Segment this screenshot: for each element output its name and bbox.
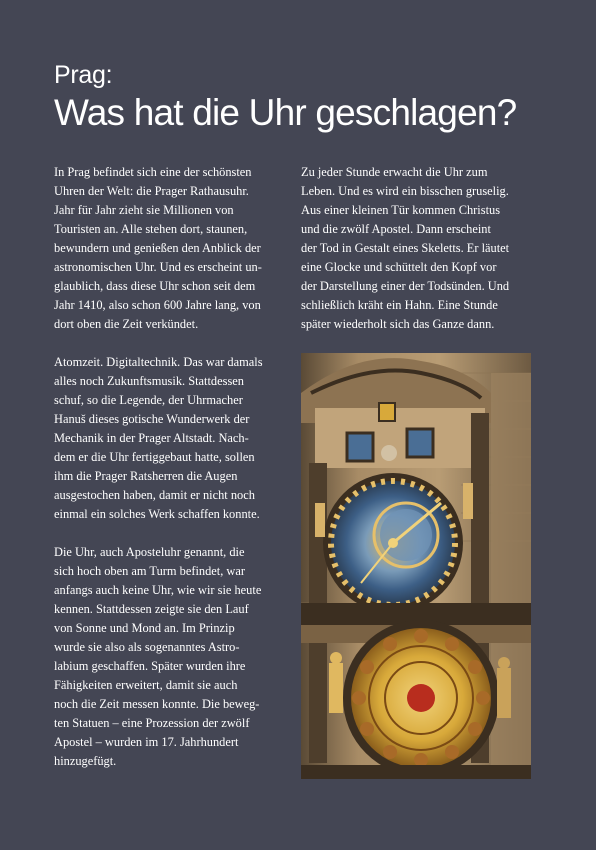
headline: Was hat die Uhr geschlagen? <box>54 92 517 133</box>
text-line: schließlich kräht ein Hahn. Eine Stunde <box>301 298 498 312</box>
right-column <box>301 163 533 353</box>
left-column <box>54 163 286 790</box>
text-line: Hanuš dieses gotische Wunderwerk der <box>54 412 250 426</box>
text-line: labium geschaffen. Später wurden ihre <box>54 659 246 673</box>
text-line: Uhren der Welt: die Prager Rathausuhr. <box>54 184 249 198</box>
paragraph-intro <box>54 163 286 334</box>
text-line: ausgestochen haben, damit er nicht noch <box>54 488 255 502</box>
text-line: sich hoch oben am Turm befindet, war <box>54 564 245 578</box>
text-line: der Tod in Gestalt eines Skeletts. Er läutet <box>301 241 510 255</box>
apostle-window-right <box>407 429 433 457</box>
kicker-title: Prag: <box>54 61 113 89</box>
statue-left-upper <box>315 503 325 537</box>
text-line: und die zwölf Apostel. Dann erscheint <box>301 222 491 236</box>
astronomical-clock-photo <box>301 353 531 779</box>
text-line: ten Statuen – eine Prozession der zwölf <box>54 716 250 730</box>
text-line: In Prag befindet sich eine der schönsten <box>54 165 252 179</box>
apostle-window-left <box>347 433 373 461</box>
text-line: wurde sie also als sogenanntes Astro- <box>54 640 240 654</box>
text-line: Touristen an. Alle stehen dort, staunen, <box>54 222 248 236</box>
statue-right-upper <box>463 483 473 519</box>
statue-left-lower <box>329 663 343 713</box>
text-line: der Darstellung einer der Todsünden. Und <box>301 279 510 293</box>
text-line: später wiederholt sich das Ganze dann. <box>301 317 495 331</box>
statue-right-lower <box>497 668 511 718</box>
carved-figure <box>381 445 397 461</box>
text-line: noch die Zeit messen konnte. Die beweg- <box>54 697 260 711</box>
text-line: Leben. Und es wird ein bisschen gruselig. <box>301 184 509 198</box>
text-line: hinzugefügt. <box>54 754 117 768</box>
text-line: dem er die Uhr fertiggebaut hatte, sollen <box>54 450 255 464</box>
calendar-center <box>407 684 435 712</box>
text-line: Jahr 1410, also schon 600 Jahre lang, von <box>54 298 261 312</box>
text-line: kennen. Stattdessen zeigte sie den Lauf <box>54 602 249 616</box>
text-line: Zu jeder Stunde erwacht die Uhr zum <box>301 165 488 179</box>
text-line: Die Uhr, auch Aposteluhr genannt, die <box>54 545 245 559</box>
paragraph-legend <box>54 353 286 524</box>
paragraph-history <box>54 543 286 771</box>
astronomical-clock-illustration <box>301 353 531 779</box>
text-line: bewundern und genießen den Anblick der <box>54 241 261 255</box>
text-line: ihm die Prager Ratsherren die Augen <box>54 469 238 483</box>
text-line: einmal ein solches Werk schaffen konnte. <box>54 507 260 521</box>
text-line: Aus einer kleinen Tür kommen Christus <box>301 203 501 217</box>
text-line: dort oben die Zeit verkündet. <box>54 317 199 331</box>
text-line: Fähigkeiten erweitert, damit sie auch <box>54 678 238 692</box>
text-line: eine Glocke und schüttelt den Kopf vor <box>301 260 497 274</box>
text-line: Jahr für Jahr zieht sie Millionen von <box>54 203 234 217</box>
text-line: glaublich, dass diese Uhr schon seit dem <box>54 279 256 293</box>
text-line: Mechanik in der Prager Altstadt. Nach- <box>54 431 249 445</box>
text-line: alles noch Zukunftsmusik. Stattdessen <box>54 374 244 388</box>
text-line: schuf, so die Legende, der Uhrmacher <box>54 393 243 407</box>
paragraph-hourly <box>301 163 533 334</box>
text-line: Atomzeit. Digitaltechnik. Das war damals <box>54 355 263 369</box>
text-line: anfangs auch keine Uhr, wie wir sie heute <box>54 583 262 597</box>
text-line: Apostel – wurden im 17. Jahrhundert <box>54 735 239 749</box>
text-line: von Sonne und Mond an. Im Prinzip <box>54 621 235 635</box>
text-line: astronomischen Uhr. Und es erscheint un- <box>54 260 262 274</box>
apostle-window-wall <box>315 408 485 468</box>
angel-niche <box>379 403 395 421</box>
